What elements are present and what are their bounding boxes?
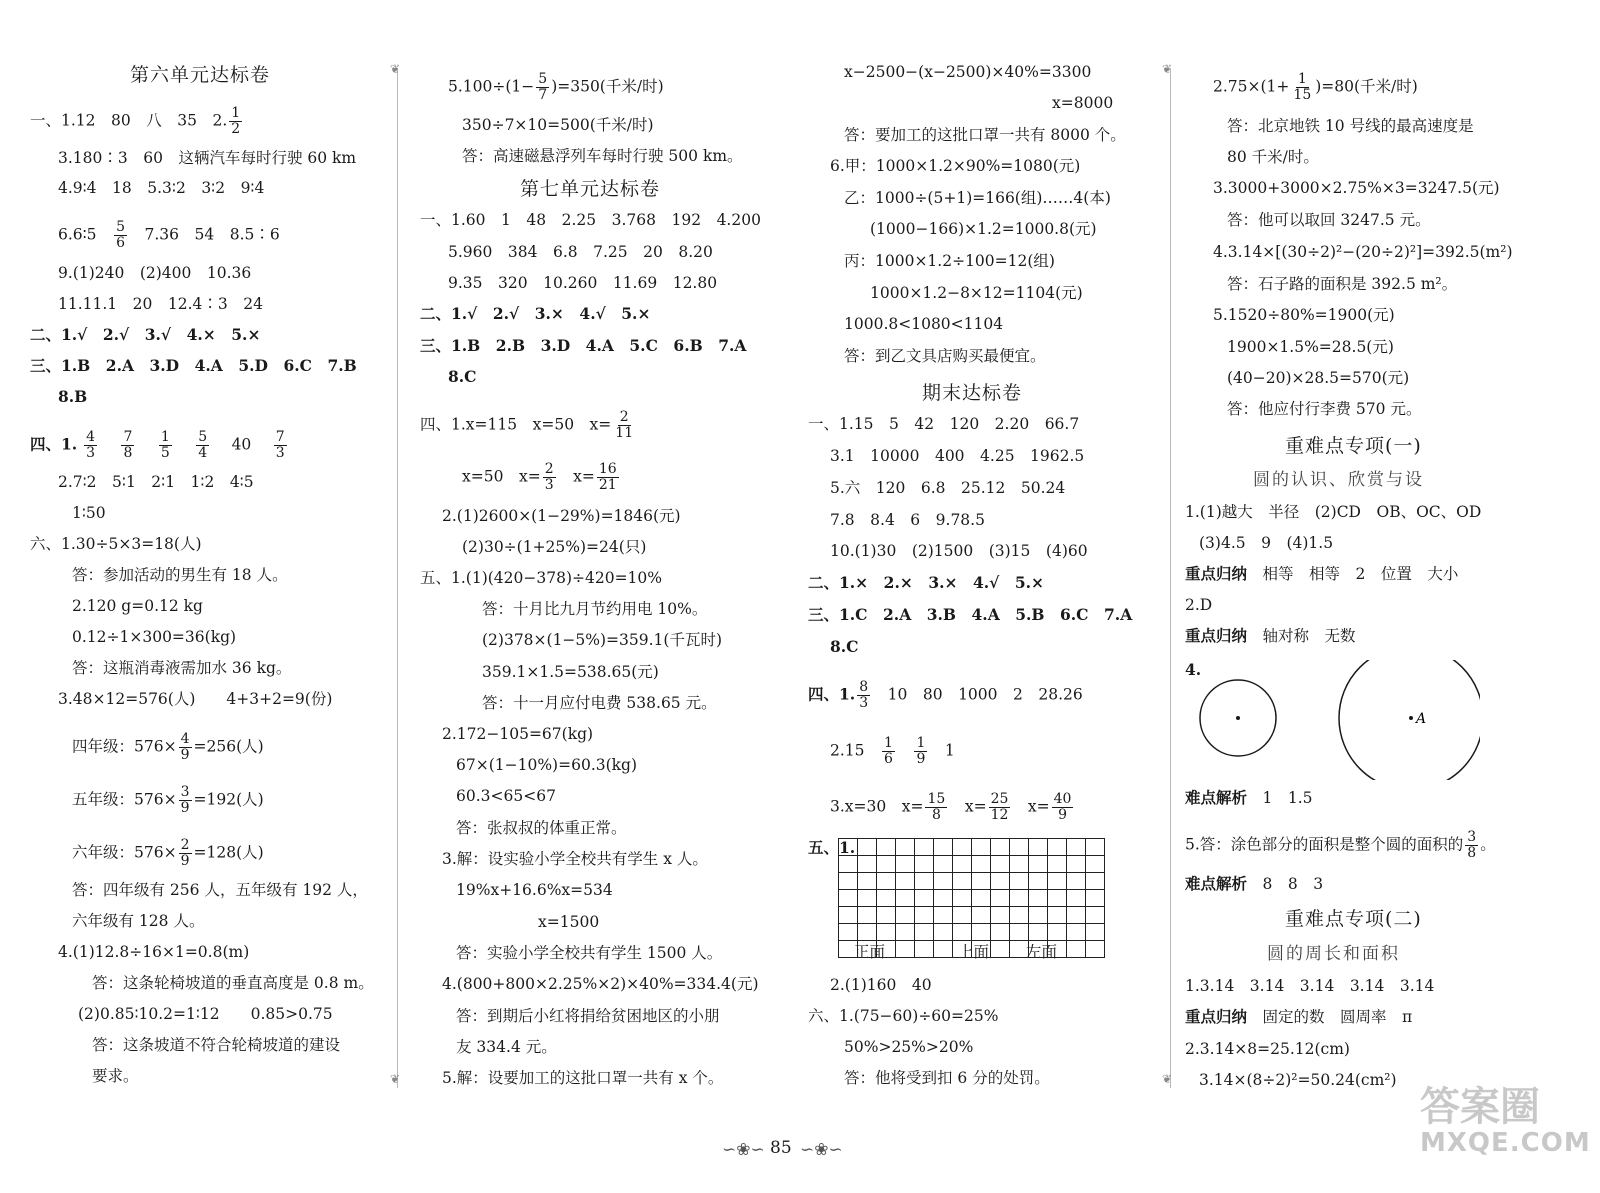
answer-line: 1900×1.5%=28.5(元) [1227,338,1394,356]
answer-line: 答：高速磁悬浮列车每时行驶 500 km。 [462,147,743,165]
grid-cell [972,924,991,941]
answer-line: 五、1. [808,838,856,857]
answer-line: 3.x=30 x= $\frac{15}{8}$ x= $\frac{25}{12}$ x= $\frac{40}{9}$ [830,791,1072,823]
grid-cell [839,873,858,890]
answer-line: 友 334.4 元。 [456,1038,557,1056]
answer-line: 四、1.x=115 x=50 x= $\frac{2}{11}$ [420,409,634,441]
answer-line: 答：这条坡道不符合轮椅坡道的建设 [92,1036,341,1054]
answer-line: x=8000 [1052,94,1114,112]
section-title: 重难点专项(二) [1285,908,1422,930]
answer-line: 六、1.(75−60)÷60=25% [808,1007,999,1025]
answer-line: 答：十一月应付电费 538.65 元。 [482,694,717,712]
answer-line: 答：实验小学全校共有学生 1500 人。 [456,944,723,962]
grid-cell [1010,907,1029,924]
answer-line: 答：他将受到扣 6 分的处罚。 [844,1069,1050,1087]
grid-cell [896,941,915,958]
circle-center-label: A [1416,711,1427,727]
fraction: $\frac{1}{15}$ [1293,71,1312,103]
answer-line: 2.172−105=67(kg) [442,725,594,743]
answer-line: 5.解：设要加工的这批口罩一共有 x 个。 [442,1069,724,1087]
answer-line: (3)4.5 9 (4)1.5 [1199,534,1334,552]
answer-line: 1.3.14 3.14 3.14 3.14 3.14 [1185,977,1435,995]
grid-cell [915,907,934,924]
grid-cell [1048,941,1067,958]
grid-cell [991,856,1010,873]
answer-line: 答：十月比九月节约用电 10%。 [482,600,708,618]
grid-cell [953,856,972,873]
divider-ornament-icon: ❦ [1162,62,1173,76]
column-1 [30,0,400,1193]
answer-line: 5.1520÷80%=1900(元) [1213,306,1395,324]
page-number: 85 [770,1138,792,1158]
answer-line: 2.D [1185,596,1213,614]
answer-line: 4. [1185,660,1202,679]
grid-cell [972,839,991,856]
footer-ornament-right-icon: ∽❀∽ [800,1140,843,1160]
answer-line: 5.960 384 6.8 7.25 20 8.20 [448,243,713,261]
answer-line: 五、1.(1)(420−378)÷420=10% [420,569,663,587]
grid-cell [877,924,896,941]
answer-line: 1.(1)越大 半径 (2)CD OB、OC、OD [1185,503,1482,521]
fraction: $\frac{8}{3}$ [859,679,869,711]
grid-cell [839,924,858,941]
grid-cell [877,839,896,856]
grid-cell [1048,873,1067,890]
answer-line: 1000×1.2−8×12=1104(元) [870,284,1083,302]
grid-cell [1048,924,1067,941]
answer-line: 六、1.30÷5×3=18(人) [30,535,202,553]
grid-cell [877,856,896,873]
answer-line: 19%x+16.6%x=534 [456,881,613,899]
grid-cell [1048,856,1067,873]
answer-line: x=50 x= $\frac{2}{3}$ x= $\frac{16}{21}$ [462,461,617,493]
grid-label-left: 左面 [1026,943,1058,961]
grid-cell [896,890,915,907]
grid-cell [1010,890,1029,907]
answer-line: 答：要加工的这批口罩一共有 8000 个。 [844,126,1126,144]
grid-cell [1048,907,1067,924]
grid-cell [1010,924,1029,941]
answer-line: 三、1.B 2.B 3.D 4.A 5.C 6.B 7.A [420,336,747,355]
grid-cell [934,873,953,890]
fraction: $\frac{2}{9}$ [180,837,190,869]
answer-line: 答：到乙文具店购买最便宜。 [844,347,1046,365]
answer-line: 答：这条轮椅坡道的垂直高度是 0.8 m。 [92,974,374,992]
answer-line: 3.14×(8÷2)²=50.24(cm²) [1199,1071,1397,1089]
fraction: $\frac{1}{2}$ [231,105,241,137]
answer-line: 4.(800+800×2.25%×2)×40%=334.4(元) [442,975,759,993]
answer-line: 3.1 10000 400 4.25 1962.5 [830,447,1085,465]
grid-cell [1086,856,1105,873]
fraction: $\frac{2}{3}$ [544,461,554,493]
fraction: $\frac{5}{7}$ [538,71,548,103]
divider-ornament-icon: ❦ [390,62,401,76]
grid-cell [858,924,877,941]
answer-line: 8.C [830,637,859,656]
answer-line: (2)0.85∶10.2=1∶12 0.85>0.75 [78,1005,333,1023]
grid-cell [934,924,953,941]
answer-line: 丙：1000×1.2÷100=12(组) [844,252,1055,270]
answer-line: 要求。 [92,1067,139,1085]
column-divider [1170,68,1171,1088]
answer-line: 6.甲：1000×1.2×90%=1080(元) [830,157,1081,175]
answer-line: 2.15 $\frac{1}{6}$ $\frac{1}{9}$ 1 [830,735,955,767]
fraction: $\frac{1}{5}$ [160,429,170,461]
answer-line: 重点归纳 固定的数 圆周率 π [1185,1007,1413,1026]
column-4 [1185,0,1575,1193]
grid-cell [1029,839,1048,856]
answer-line: 乙：1000÷(5+1)=166(组)……4(本) [844,189,1111,207]
answer-line: 6.6∶5 $\frac{5}{6}$ 7.36 54 8.5∶6 [58,219,280,251]
fraction: $\frac{1}{9}$ [916,735,926,767]
grid-cell [858,856,877,873]
section-title: 第六单元达标卷 [130,64,271,86]
answer-line: 答：到期后小红将捐给贫困地区的小朋 [456,1007,720,1025]
grid-cell [953,941,972,958]
answer-line: 答：他应付行李费 570 元。 [1227,400,1422,418]
fraction: $\frac{15}{8}$ [927,791,946,823]
grid-cell [972,941,991,958]
grid-cell [1010,873,1029,890]
grid-cell [1086,924,1105,941]
grid-cell [896,924,915,941]
section-title: 第七单元达标卷 [520,178,661,200]
grid-cell [1029,907,1048,924]
answer-line: 四、1. $\frac{8}{3}$ 10 80 1000 2 28.26 [808,679,1083,711]
answer-line: 四、1. $\frac{4}{3}$ $\frac{7}{8}$ $\frac{1}{5}$ $\frac{5}{4}$ 40 $\frac{7}{3}$ [30,429,285,461]
answer-line: 一、1.15 5 42 120 2.20 66.7 [808,415,1080,433]
answer-line: 80 千米/时。 [1227,148,1319,166]
section-title: 期末达标卷 [922,382,1023,404]
section-subtitle: 圆的认识、欣赏与设 [1253,470,1424,490]
watermark-logo: 答案圈 MXQE.COM [1420,1084,1591,1158]
grid-cell [1067,839,1086,856]
section-title: 重难点专项(一) [1285,435,1422,457]
grid-cell [915,924,934,941]
answer-line: 5.答：涂色部分的面积是整个圆的面积的 $\frac{3}{8}$ 。 [1185,829,1496,861]
answer-line: 一、1.12 80 八 35 2. $\frac{1}{2}$ [30,105,241,137]
answer-line: 4.(1)12.8÷16×1=0.8(m) [58,943,250,961]
grid-cell [934,907,953,924]
small-circle-center [1236,716,1240,720]
grid-label-top: 上面 [958,943,990,961]
grid-cell [1086,890,1105,907]
answer-line: 重点归纳 相等 相等 2 位置 大小 [1185,564,1459,583]
answer-line: 5.六 120 6.8 25.12 50.24 [830,479,1066,497]
answer-line: 4.9∶4 18 5.3∶2 3∶2 9∶4 [58,179,265,197]
answer-line: 3.解：设实验小学全校共有学生 x 人。 [442,850,708,868]
grid-cell [1086,941,1105,958]
answer-line: 六年级有 128 人。 [72,912,205,930]
answer-line: 答：参加活动的男生有 18 人。 [72,566,288,584]
grid-cell [953,890,972,907]
grid-cell [858,890,877,907]
answer-line: 5.100÷(1− $\frac{5}{7}$ )=350(千米/时) [448,71,664,103]
answer-line: 二、1.√ 2.√ 3.√ 4.× 5.× [30,325,261,344]
grid-cell [1067,924,1086,941]
grid-cell [1086,907,1105,924]
grid-label-front: 正面 [854,943,886,961]
grid-cell [915,873,934,890]
grid-cell [934,839,953,856]
grid-cell [1029,924,1048,941]
fraction: $\frac{25}{12}$ [990,791,1009,823]
grid-cell [1029,941,1048,958]
grid-cell [953,873,972,890]
grid-cell [896,856,915,873]
grid-cell [915,839,934,856]
grid-cell [972,856,991,873]
grid-cell [991,907,1010,924]
answer-line: 10.(1)30 (2)1500 (3)15 (4)60 [830,542,1088,560]
answer-line: 9.35 320 10.260 11.69 12.80 [448,274,718,292]
answer-line: 答：他可以取回 3247.5 元。 [1227,211,1431,229]
grid-cell [1067,941,1086,958]
answer-line: 9.(1)240 (2)400 10.36 [58,264,252,282]
grid-cell [915,941,934,958]
grid-cell [1029,890,1048,907]
column-2 [420,0,795,1193]
answer-line: 二、1.× 2.× 3.× 4.√ 5.× [808,573,1045,592]
answer-line: 3.180∶3 60 这辆汽车每时行驶 60 km [58,149,357,167]
grid-cell [858,839,877,856]
fraction: $\frac{3}{8}$ [1467,829,1477,861]
grid-cell [839,941,858,958]
grid-cell [839,890,858,907]
fraction: $\frac{7}{3}$ [275,429,285,461]
grid-cell [1048,839,1067,856]
answer-line: 3.48×12=576(人) 4+3+2=9(份) [58,690,333,708]
answer-line: 2.(1)2600×(1−29%)=1846(元) [442,507,681,525]
grid-cell [972,890,991,907]
answer-line: 四年级：576× $\frac{4}{9}$ =256(人) [72,731,264,763]
answer-line: 答：张叔叔的体重正常。 [456,819,627,837]
answer-line: 67×(1−10%)=60.3(kg) [456,756,638,774]
answer-line: 8.B [58,387,88,406]
answer-line: 一、1.60 1 48 2.25 3.768 192 4.200 [420,211,761,229]
answer-line: x−2500−(x−2500)×40%=3300 [844,63,1092,81]
fraction: $\frac{3}{9}$ [180,784,190,816]
answer-line: (2)378×(1−5%)=359.1(千瓦时) [482,631,723,649]
answer-line: 2.(1)160 40 [830,976,932,994]
answer-line: 2.3.14×8=25.12(cm) [1185,1040,1350,1058]
grid-cell [991,924,1010,941]
grid-cell [972,907,991,924]
answer-line: 4.3.14×[(30÷2)²−(20÷2)²]=392.5(m²) [1213,243,1513,261]
answer-line: 答：这瓶消毒液需加水 36 kg。 [72,659,292,677]
answer-line: 答：四年级有 256 人，五年级有 192 人， [72,881,368,899]
answer-line: 三、1.C 2.A 3.B 4.A 5.B 6.C 7.A [808,605,1133,624]
answer-line: 答：石子路的面积是 392.5 m²。 [1227,275,1458,293]
answer-line: 2.7∶2 5∶1 2∶1 1∶2 4∶5 [58,473,254,491]
grid-cell [839,907,858,924]
answer-line: 1000.8<1080<1104 [844,315,1004,333]
grid-cell [991,873,1010,890]
answer-line: x=1500 [538,913,600,931]
grid-cell [896,907,915,924]
answer-line: 3.3000+3000×2.75%×3=3247.5(元) [1213,179,1500,197]
grid-cell [877,941,896,958]
answer-line: (2)30÷(1+25%)=24(只) [462,538,647,556]
large-circle [1339,660,1480,780]
answer-line: 350÷7×10=500(千米/时) [462,116,654,134]
grid-cell [915,890,934,907]
grid-cell [896,839,915,856]
grid-cell [1086,839,1105,856]
answer-line: 0.12÷1×300=36(kg) [72,628,237,646]
answer-line: 难点解析 1 1.5 [1185,788,1313,807]
grid-cell [953,839,972,856]
answer-line: 重点归纳 轴对称 无数 [1185,626,1356,645]
fraction: $\frac{1}{6}$ [884,735,893,767]
grid-cell [1029,856,1048,873]
divider-ornament-icon: ❦ [390,1072,401,1086]
grid-cell [839,839,858,856]
fraction: $\frac{4}{3}$ [86,429,96,461]
grid-cell [1048,890,1067,907]
grid-cell [839,856,858,873]
grid-cell [1067,873,1086,890]
grid-cell [858,873,877,890]
answer-line: 难点解析 8 8 3 [1185,874,1324,893]
grid-cell [934,890,953,907]
answer-line: 五年级：576× $\frac{3}{9}$ =192(人) [72,784,264,816]
grid-cell [877,890,896,907]
fraction: $\frac{5}{4}$ [198,429,208,461]
answer-line: 六年级：576× $\frac{2}{9}$ =128(人) [72,837,264,869]
fraction: $\frac{7}{8}$ [123,429,133,461]
grid-cell [1029,873,1048,890]
answer-line: 7.8 8.4 6 9.78.5 [830,511,985,529]
grid-cell [896,873,915,890]
answer-line: 11.11.1 20 12.4∶3 24 [58,295,263,313]
answer-line: (1000−166)×1.2=1000.8(元) [870,220,1097,238]
answer-line: 二、1.√ 2.√ 3.× 4.√ 5.× [420,304,651,323]
large-circle-center [1409,716,1413,720]
answer-line: 2.120 g=0.12 kg [72,597,203,615]
column-3 [808,0,1178,1193]
answer-line: (40−20)×28.5=570(元) [1227,369,1410,387]
answer-line: 8.C [448,367,477,386]
fraction: $\frac{40}{9}$ [1053,791,1072,823]
grid-cell [858,941,877,958]
answer-line: 359.1×1.5=538.65(元) [482,663,659,681]
fraction: $\frac{2}{11}$ [615,409,634,441]
answer-line: 50%>25%>20% [844,1038,974,1056]
grid-cell [877,907,896,924]
grid-cell [972,873,991,890]
fraction: $\frac{4}{9}$ [180,731,190,763]
grid-cell [991,890,1010,907]
answer-line: 答：北京地铁 10 号线的最高速度是 [1227,117,1474,135]
grid-cell [1067,890,1086,907]
grid-cell [1010,941,1029,958]
column-divider [397,68,398,1088]
fraction: $\frac{5}{6}$ [116,219,125,251]
answer-grid [838,838,1105,958]
footer-ornament-left-icon: ∽❀∽ [722,1140,765,1160]
answer-line: 三、1.B 2.A 3.D 4.A 5.D 6.C 7.B [30,356,357,375]
grid-cell [991,941,1010,958]
grid-cell [953,907,972,924]
divider-ornament-icon: ❦ [1162,1072,1173,1086]
grid-cell [1010,856,1029,873]
grid-cell [991,839,1010,856]
fraction: $\frac{16}{21}$ [598,461,617,493]
answer-line: 1∶50 [72,504,106,522]
grid-cell [1067,907,1086,924]
section-subtitle: 圆的周长和面积 [1267,944,1400,964]
grid-cell [877,873,896,890]
answer-line: 2.75×(1+ $\frac{1}{15}$ )=80(千米/时) [1213,71,1418,103]
circles-figure [1190,660,1480,780]
grid-cell [934,941,953,958]
grid-cell [953,924,972,941]
grid-cell [1067,856,1086,873]
grid-cell [858,907,877,924]
answer-line: 60.3<65<67 [456,787,556,805]
grid-cell [934,856,953,873]
grid-cell [1086,873,1105,890]
grid-cell [915,856,934,873]
grid-cell [1010,839,1029,856]
